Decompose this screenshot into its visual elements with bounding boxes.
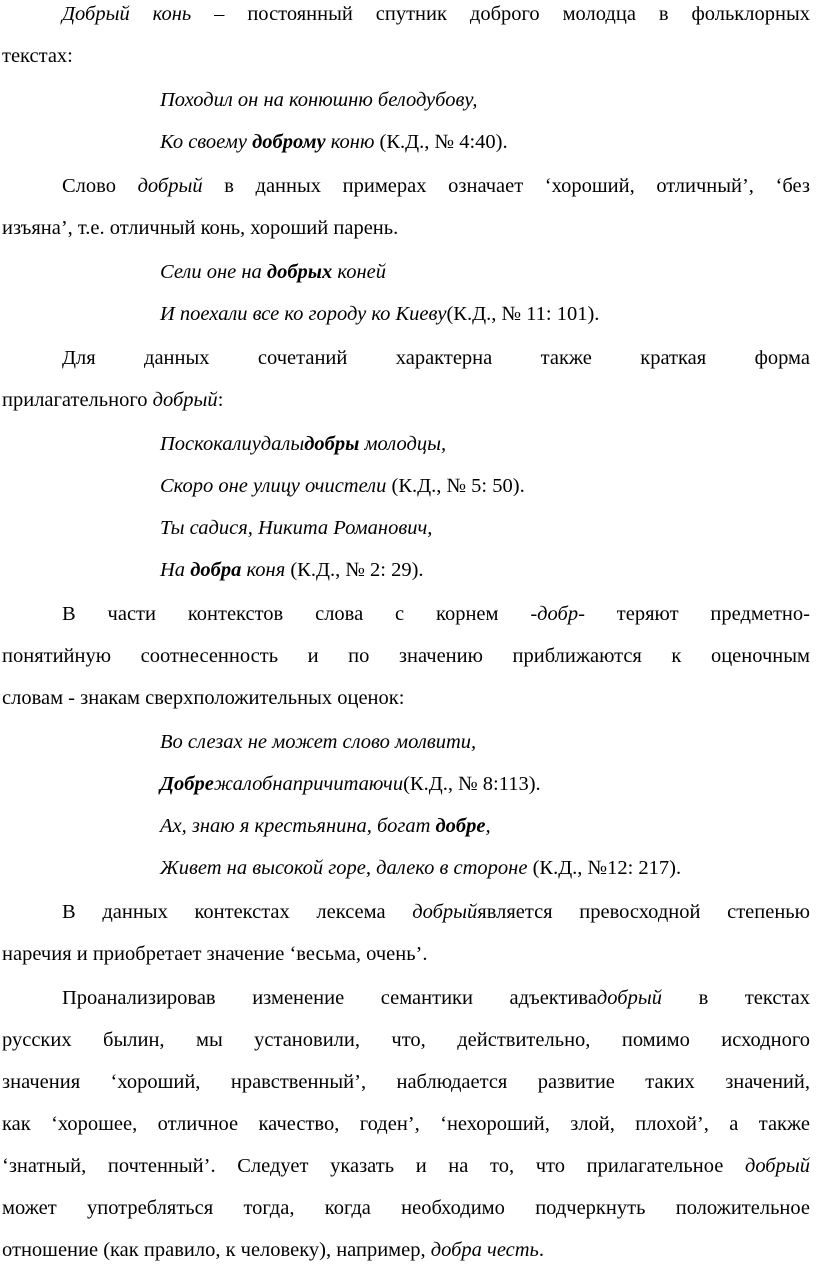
verse-1-line-2: Ко своему доброму коню (К.Д., № 4:40). [160, 131, 508, 153]
paragraph-1-line-2: текстах: [2, 45, 73, 67]
citation: (К.Д., №12: 217). [527, 857, 682, 879]
verse-3-line-2: Скоро оне улицу очистели (К.Д., № 5: 50). [160, 475, 525, 497]
highlighted-word: добры [304, 433, 360, 455]
paragraph-6-line-5: ‘знатный, почтенный’. Следует указать и на то, что прилагательное добрый [2, 1155, 810, 1177]
paragraph-5-line-2: наречия и приобретает значение ‘весьма, очень’. [2, 943, 428, 965]
paragraph-6-line-1: Проанализировав изменение семантики адъективадобрый в текстах [62, 987, 810, 1009]
paragraph-6-line-2: русских былин, мы установили, что, действительно, помимо исходного [2, 1029, 810, 1051]
verse-4-line-1: Во слезах не может слово молвити, [160, 731, 477, 753]
highlighted-word: Добре [160, 773, 214, 795]
verse-4-line-2: Добрежалобнапричитаючи(К.Д., № 8:113). [160, 773, 541, 795]
highlighted-word: доброму [252, 131, 326, 153]
verse-3-line-3: Ты садися, Никита Романович, [160, 517, 433, 539]
paragraph-4-line-1: В части контекстов слова с корнем -добр- теряют предметно- [62, 603, 810, 625]
verse-4-line-4: Живет на высокой горе, далеко в стороне (К.Д., №12: 217). [160, 857, 682, 879]
verse-3-line-4: На добра коня (К.Д., № 2: 29). [160, 559, 424, 581]
paragraph-2-line-1: Слово добрый в данных примерах означает ‘хороший, отличный’, ‘без [62, 175, 810, 197]
highlighted-word: добра [190, 559, 242, 581]
verse-2-line-1: Сели оне на добрых коней [160, 261, 386, 283]
citation: (К.Д., № 8:113). [403, 773, 541, 795]
verse-3-line-1: Поскокалиудалыдобры молодцы, [160, 433, 447, 455]
paragraph-6-line-4: как ‘хорошее, отличное качество, годен’, ‘нехороший, злой, плохой’, а также [2, 1113, 810, 1135]
citation: (К.Д., № 5: 50). [386, 475, 525, 497]
verse-4-line-3: Ах, знаю я крестьянина, богат добре, [160, 815, 491, 837]
paragraph-4-line-2: понятийную соотнесенность и по значению приближаются к оценочным [2, 645, 810, 667]
paragraph-3-line-2: прилагательного добрый: [2, 389, 224, 411]
paragraph-6-line-6: может употребляться тогда, когда необходимо подчеркнуть положительное [2, 1197, 810, 1219]
verse-2-line-2: И поехали все ко городу ко Киеву(К.Д., № 11: 101). [160, 303, 600, 325]
paragraph-6-line-3: значения ‘хороший, нравственный’, наблюдается развитие таких значений, [2, 1071, 810, 1093]
citation: (К.Д., № 4:40). [374, 131, 508, 153]
term-good-horse: Добрый конь [62, 3, 192, 25]
paragraph-4-line-3: словам - знакам сверхположительных оценок: [2, 687, 405, 709]
verse-1-line-1: Походил он на конюшню белодубову, [160, 89, 478, 111]
highlighted-word: добре [435, 815, 486, 837]
paragraph-1-line-1: Добрый конь – постоянный спутник доброго молодца в фольклорных [62, 3, 810, 25]
paragraph-3-line-1: Для данных сочетаний характерна также краткая форма [62, 347, 810, 369]
highlighted-word: добрых [266, 261, 333, 283]
citation: (К.Д., № 2: 29). [285, 559, 424, 581]
paragraph-2-line-2: изъяна’, т.е. отличный конь, хороший парень. [2, 217, 399, 239]
paragraph-5-line-1: В данных контекстах лексема добрыйявляется превосходной степенью [62, 901, 810, 923]
citation: (К.Д., № 11: 101). [446, 303, 600, 325]
paragraph-6-line-7: отношение (как правило, к человеку), например, добра честь. [2, 1239, 545, 1261]
